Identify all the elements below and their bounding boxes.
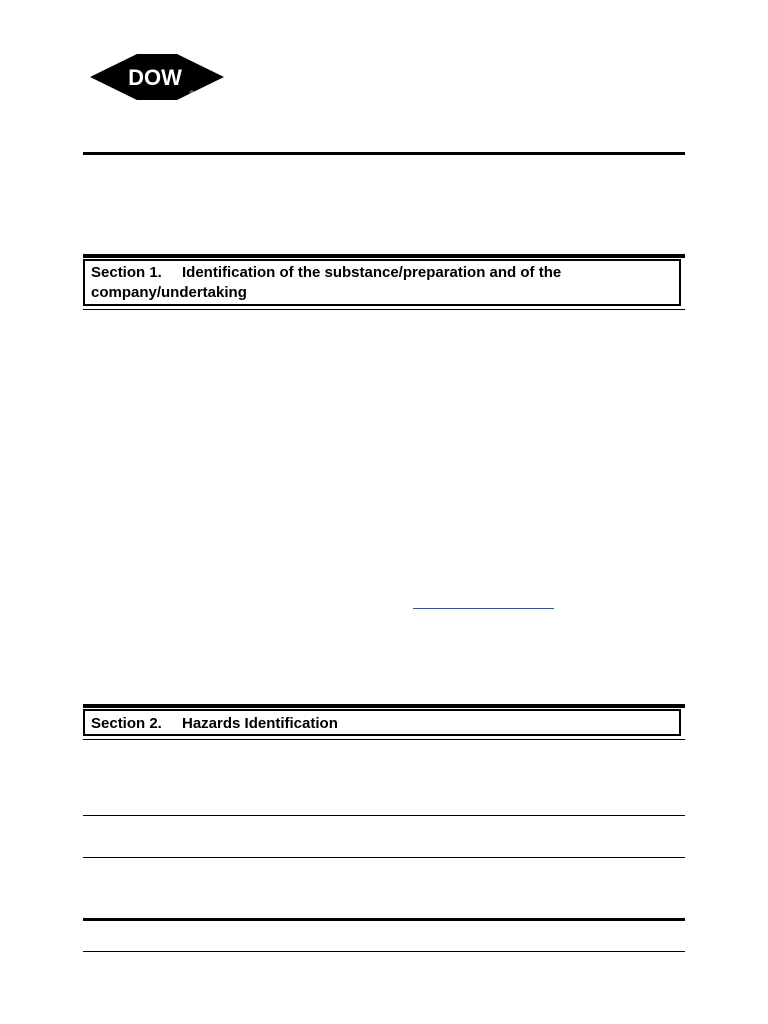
section-1-header — [83, 259, 681, 306]
logo-registered-mark: ® — [189, 91, 195, 98]
section-1-top-border — [83, 254, 685, 258]
dow-diamond-logo-icon — [90, 54, 224, 100]
section-1-bottom-border — [83, 309, 685, 310]
dow-logo — [90, 54, 224, 100]
divider-rule-1 — [83, 815, 685, 816]
section-2-header — [83, 709, 681, 736]
divider-rule-2 — [83, 857, 685, 858]
section-1-title: Identification of the substance/preparation and of the — [182, 264, 562, 281]
section-1-number: Section 1. — [91, 264, 162, 281]
section-2-top-border — [83, 704, 685, 708]
header-rule — [83, 152, 685, 155]
section-1-title-continued-row — [91, 283, 679, 303]
hyperlink-underline[interactable] — [413, 608, 554, 609]
section-2-title: Hazards Identification — [182, 715, 338, 732]
section-2-bottom-border — [83, 739, 685, 740]
section-2-title-row — [91, 714, 679, 734]
divider-rule-4 — [83, 951, 685, 952]
logo-text: DOW — [128, 65, 182, 90]
section-1-title-continued: company/undertaking — [91, 284, 247, 301]
divider-rule-3 — [83, 918, 685, 921]
section-1-title-row — [91, 263, 679, 283]
section-2-number: Section 2. — [91, 715, 162, 732]
